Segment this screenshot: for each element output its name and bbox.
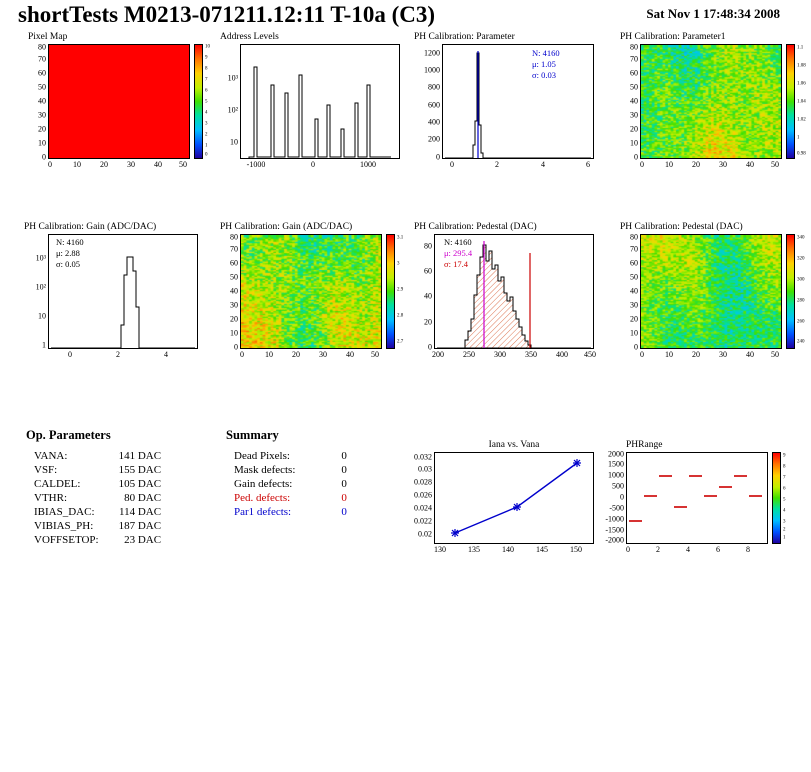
stats-box: N: 4160 μ: 2.88 σ: 0.05 — [56, 237, 84, 269]
table-row: VTHR: 80 DAC — [34, 492, 162, 504]
color-bar-labels: 10 9 8 7 6 5 4 3 2 1 0 — [205, 44, 210, 158]
x-axis: 0 10 20 30 40 50 — [48, 160, 187, 169]
color-bar — [194, 44, 203, 159]
y-axis: 0 10 20 30 40 50 60 70 80 — [630, 42, 638, 162]
page-title: shortTests M0213-071211.12:11 T-10a (C3) — [18, 2, 435, 27]
x-axis: 0 2 4 6 8 — [626, 545, 750, 554]
heatmap-area — [641, 235, 781, 348]
plot-gain-map — [230, 232, 404, 359]
panel-pedestal-hist — [412, 222, 602, 359]
op-parameters-heading: Op. Parameters — [26, 428, 111, 442]
panel-title: PH Calibration: Gain (ADC/DAC) — [220, 222, 353, 232]
x-axis: 0 10 20 30 40 50 — [240, 350, 379, 359]
panel-title: PH Calibration: Pedestal (DAC) — [620, 222, 743, 232]
y-axis: 0 10 20 30 40 50 60 70 80 — [38, 42, 46, 162]
table-row: Gain defects: 0 — [234, 478, 347, 490]
summary-table — [234, 449, 347, 519]
plot-pedestal-hist — [424, 234, 596, 359]
table-row: VOFFSETOP: 23 DAC — [34, 534, 162, 546]
y-axis: 1 10 10² 10³ — [35, 253, 46, 350]
plot-pedestal-map — [630, 232, 805, 359]
table-row: VSF: 155 DAC — [34, 464, 162, 476]
op-parameters-table — [34, 449, 161, 547]
panel-ph-parameter — [412, 32, 602, 169]
table-row: VANA: 141 DAC — [34, 450, 162, 462]
color-bar-labels: 9 8 7 6 5 4 3 2 1 — [783, 453, 786, 541]
stats-box: N: 4160 μ: 1.05 σ: 0.03 — [532, 48, 560, 80]
summary-block — [226, 428, 347, 519]
table-row: CALDEL: 105 DAC — [34, 478, 162, 490]
plot-gain-hist — [35, 234, 198, 359]
table-row: Ped. defects: 0 — [234, 492, 347, 504]
y-axis: -2000 -1500 -1000 -500 0 500 1000 1500 2000 — [605, 449, 624, 545]
color-bar-labels: 1.1 1.08 1.06 1.04 1.02 1 0.98 — [797, 45, 806, 157]
panel-iana-vana — [412, 440, 602, 554]
x-axis: 0 10 20 30 40 50 — [640, 350, 779, 359]
panel-gain-map — [218, 222, 404, 359]
panel-title: PH Calibration: Parameter — [414, 32, 515, 42]
panel-title: PHRange — [626, 440, 663, 450]
y-axis: 0 20 40 60 80 — [424, 241, 432, 352]
plot-ph-parameter — [424, 44, 594, 169]
op-parameters-block — [26, 428, 161, 547]
x-axis: 0 10 20 30 40 50 — [640, 160, 779, 169]
color-bar — [386, 234, 395, 349]
panel-ph-parameter1-map — [618, 32, 806, 169]
heatmap-area — [49, 45, 189, 158]
panel-title: PH Calibration: Gain (ADC/DAC) — [24, 222, 157, 232]
summary-heading: Summary — [226, 428, 279, 442]
color-bar — [786, 44, 795, 159]
x-axis: 0 2 4 — [68, 350, 168, 359]
table-row: VIBIAS_PH: 187 DAC — [34, 520, 162, 532]
plot-ph-parameter1-map — [630, 42, 806, 169]
heatmap-area — [241, 235, 381, 348]
color-bar-labels: 340 320 300 280 260 240 — [797, 235, 805, 345]
panel-title: Address Levels — [220, 32, 279, 42]
x-axis: 0 2 4 6 — [450, 160, 590, 169]
ph-parameter-hist — [443, 45, 593, 158]
y-axis: 0 10 20 30 40 50 60 70 80 — [630, 232, 638, 352]
panel-title: Iana vs. Vana — [488, 440, 540, 450]
panel-pedestal-map — [618, 222, 805, 359]
plot-address-levels — [227, 44, 400, 169]
table-row: Par1 defects: 0 — [234, 506, 347, 518]
date-stamp: Sat Nov 1 17:48:34 2008 — [646, 6, 780, 21]
panel-pixel-map — [26, 32, 210, 169]
x-axis: 130 135 140 145 150 — [434, 545, 582, 554]
x-axis: 200 250 300 350 400 450 — [432, 350, 596, 359]
y-axis: 0 10 20 30 40 50 60 70 80 — [230, 232, 238, 352]
plot-phrange — [605, 449, 786, 554]
table-row: IBIAS_DAC: 114 DAC — [34, 506, 162, 518]
y-axis: 10 10² 10³ — [227, 73, 238, 147]
x-axis: -1000 0 1000 — [246, 160, 376, 169]
panel-title: PH Calibration: Pedestal (DAC) — [414, 222, 537, 232]
y-axis: 0 200 400 600 800 1000 1200 — [424, 48, 440, 162]
color-bar — [786, 234, 795, 349]
panel-title: Pixel Map — [28, 32, 68, 42]
stats-box: N: 4160 μ: 295.4 σ: 17.4 — [444, 237, 473, 269]
table-row: Dead Pixels: 0 — [234, 450, 347, 462]
heatmap-area — [641, 45, 781, 158]
address-levels-curve — [241, 45, 399, 158]
plot-iana-vana — [414, 452, 594, 554]
panel-phrange — [598, 440, 793, 554]
color-bar — [772, 452, 781, 544]
panel-gain-hist — [22, 222, 202, 359]
iana-vana-curve — [435, 453, 593, 543]
phrange-segments — [627, 453, 767, 543]
plot-pixel-map — [38, 42, 210, 169]
y-axis: 0.02 0.022 0.024 0.026 0.028 0.03 0.032 — [414, 452, 432, 539]
panel-title: PH Calibration: Parameter1 — [620, 32, 726, 42]
table-row: Mask defects: 0 — [234, 464, 347, 476]
panel-address-levels — [218, 32, 398, 169]
color-bar-labels: 3.1 3 2.9 2.8 2.7 — [397, 235, 404, 345]
